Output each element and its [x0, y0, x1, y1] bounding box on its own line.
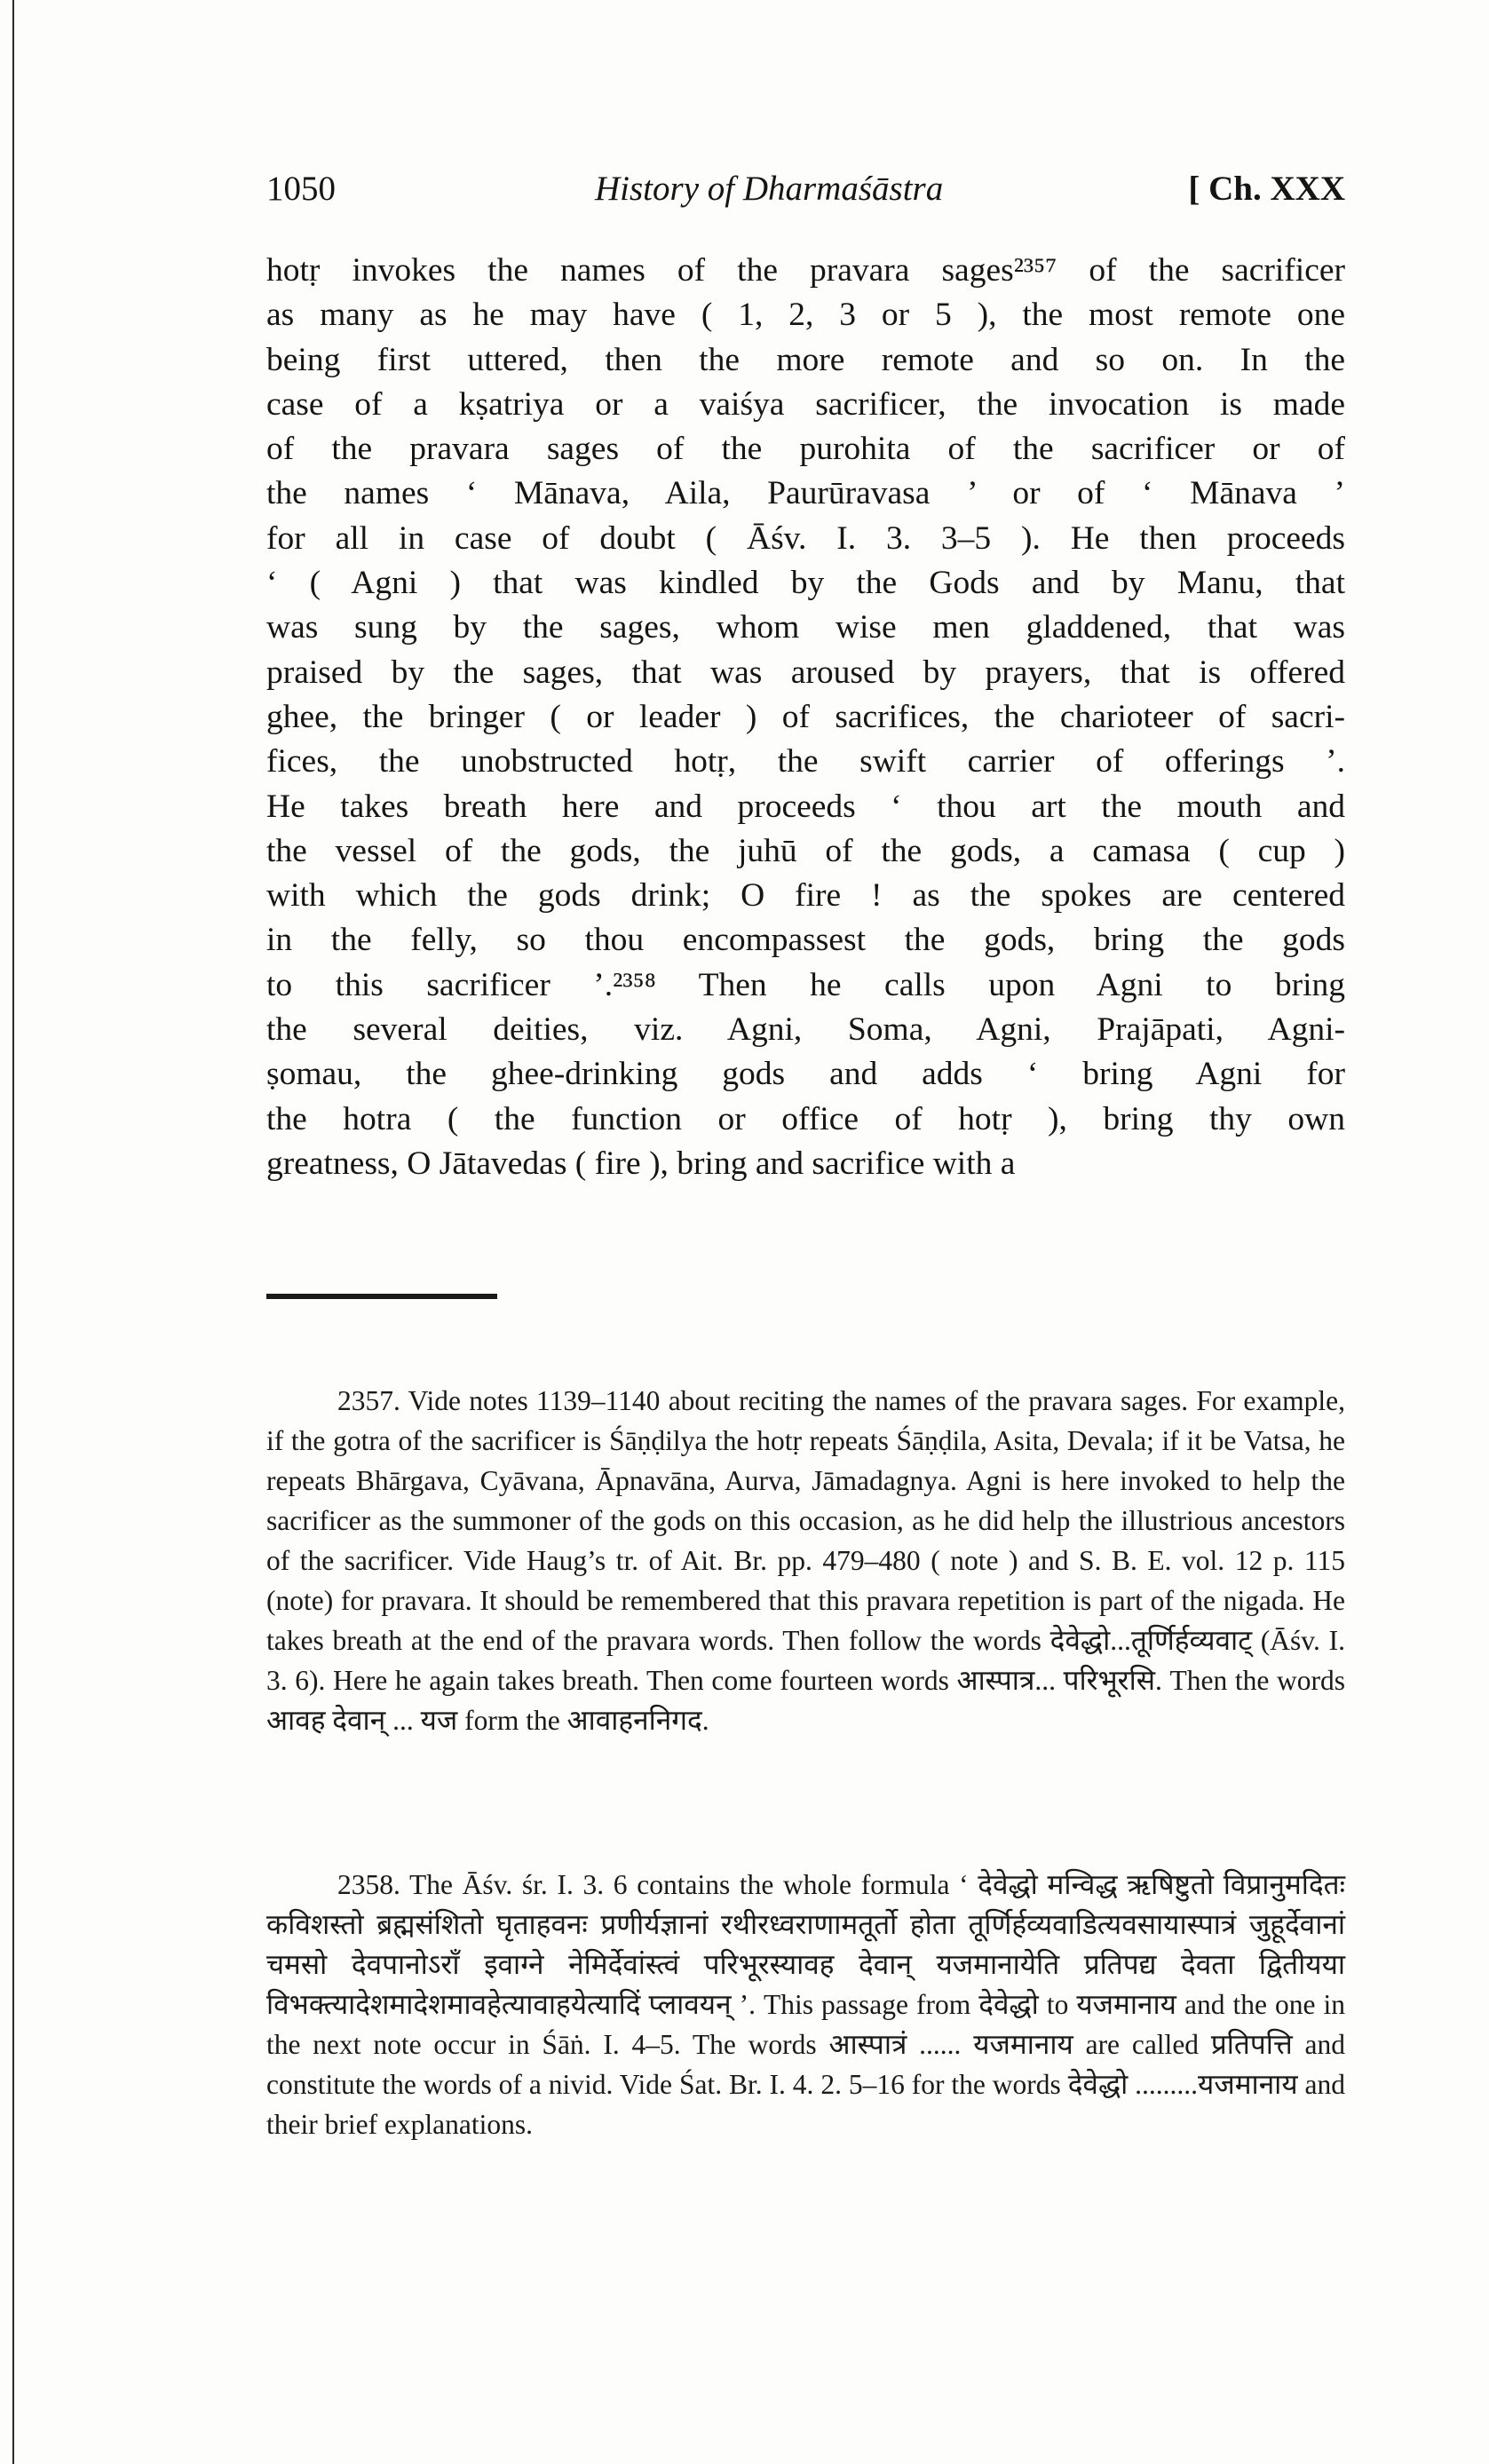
text-line: to this sacrificer ’.²³⁵⁸ Then he calls upon Agni to bring: [266, 966, 1345, 1003]
text-line: the vessel of the gods, the juhū of the gods, a camasa ( cup ): [266, 832, 1345, 869]
footnote-2358: [266, 1865, 1345, 2144]
text-line: the hotra ( the function or office of hotṛ ), bring thy own: [266, 1100, 1345, 1137]
running-header: [266, 169, 1345, 222]
text-line: greatness, O Jātavedas ( fire ), bring and sacrifice with a: [266, 1145, 1016, 1182]
main-text: [266, 249, 1345, 1186]
text-line: in the felly, so thou encompassest the gods, bring the gods: [266, 922, 1345, 959]
text-line: as many as he may have ( 1, 2, 3 or 5 ), the most remote one: [266, 297, 1345, 334]
text-line: case of a kṣatriya or a vaiśya sacrificer, the invocation is made: [266, 385, 1345, 423]
text-line: for all in case of doubt ( Āśv. I. 3. 3–5 ). He then proceeds: [266, 519, 1345, 557]
chapter-label: [ Ch. XXX: [1188, 170, 1345, 208]
text-line: hotṛ invokes the names of the pravara sages²³⁵⁷ of the sacrificer: [266, 252, 1345, 289]
text-line: with which the gods drink; O fire ! as the spokes are centered: [266, 877, 1345, 915]
footnote-text: 2358. The Āśv. śr. I. 3. 6 contains the whole formula ‘ देवेद्धो मन्विद्ध ऋषिष्टुतो विप्रानुमदितः कविशस्तो ब्रह्मसंशितो घृताहवनः प्रणीर्यज्ञानां रथीरध्वराणामतूर्तो होता तूर्णिर्हव्यवाडित्यवसायास्पात्रं जुहूर्देवानां चमसो देवपानोऽराँ इवाग्ने नेमिर्देवांस्त्वं परिभूरस्यावह देवान् यजमानायेति प्रतिपद्य देवता द्वितीयया विभक्त्यादेशमादेशमावहेत्यावाहयेत्यादिं प्लावयन् ’. This passage from देवेद्धो to यजमानाय and the one in the next note occur in Śāṅ. I. 4–5. The words आस्पात्रं ...... यजमानाय are called प्रतिपत्ति and constitute the words of a nivid. Vide Śat. Br. I. 4. 2. 5–16 for the words देवेद्धो .........यजमानाय and their brief explanations.: [266, 1869, 1345, 2140]
footnote-2357: [266, 1381, 1345, 1740]
footnote-separator: [266, 1294, 497, 1299]
text-line: ṣomau, the ghee-drinking gods and adds ‘ bring Agni for: [266, 1056, 1345, 1093]
page-number: 1050: [266, 170, 336, 208]
text-line: of the pravara sages of the purohita of the sacrificer or of: [266, 431, 1345, 468]
book-title: History of Dharmaśāstra: [595, 170, 944, 208]
text-line: being first uttered, then the more remote and so on. In the: [266, 341, 1345, 378]
text-line: ghee, the bringer ( or leader ) of sacrifices, the charioteer of sacri-: [266, 698, 1345, 735]
text-line: the names ‘ Mānava, Aila, Paurūravasa ’ or of ‘ Mānava ’: [266, 475, 1345, 512]
text-line: ‘ ( Agni ) that was kindled by the Gods and by Manu, that: [266, 565, 1345, 602]
text-line: He takes breath here and proceeds ‘ thou art the mouth and: [266, 788, 1345, 825]
text-line: fices, the unobstructed hotṛ, the swift carrier of offerings ’.: [266, 743, 1345, 780]
text-line: the several deities, viz. Agni, Soma, Agni, Prajāpati, Agni-: [266, 1011, 1345, 1049]
scan-edge-line: [12, 0, 14, 2464]
text-line: praised by the sages, that was aroused by prayers, that is offered: [266, 654, 1345, 691]
text-line: was sung by the sages, whom wise men gladdened, that was: [266, 609, 1345, 646]
footnote-text: 2357. Vide notes 1139–1140 about reciting the names of the pravara sages. For example, if the gotra of the sacrificer is Śāṇḍilya the hotṛ repeats Śāṇḍila, Asita, Devala; if it be Vatsa, he repeats Bhārgava, Cyāvana, Āpnavāna, Aurva, Jāmadagnya. Agni is here invoked to help the sacrificer as the summoner of the gods on this occasion, as he did help the illustrious ancestors of the sacrificer. Vide Haug’s tr. of Ait. Br. pp. 479–480 ( note ) and S. B. E. vol. 12 p. 115 (note) for pravara. It should be remembered that this pravara repetition is part of the nigada. He takes breath at the end of the pravara words. Then follow the words देवेद्धो...तूर्णिर्हव्यवाट् (Āśv. I. 3. 6). Here he again takes breath. Then come fourteen words आस्पात्र... परिभूरसि. Then the words आवह देवान् ... यज form the आवाहननिगद.: [266, 1385, 1345, 1736]
